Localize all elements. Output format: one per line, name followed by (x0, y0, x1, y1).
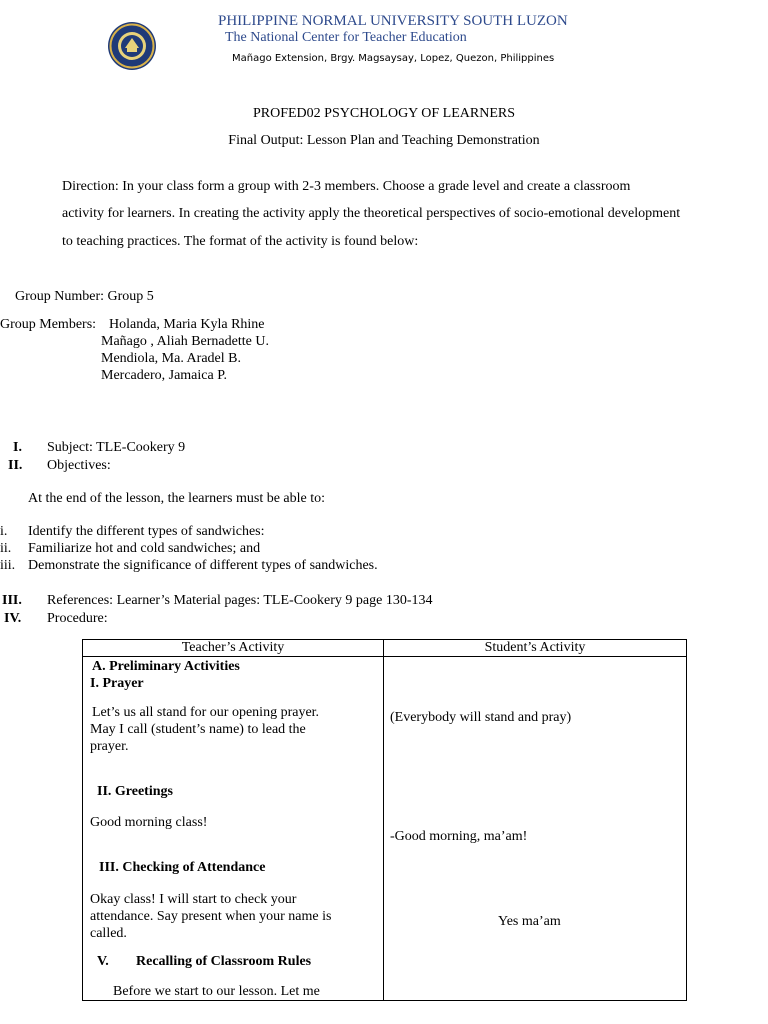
objective-number: iii. (0, 558, 16, 573)
university-address: Mañago Extension, Brgy. Magsaysay, Lopez, Quezon, Philippines (232, 53, 555, 64)
direction-line-2: activity for learners. In creating the activity apply the theoretical perspectives of socio-emotional development (62, 206, 681, 221)
procedure-table (82, 639, 687, 1001)
student-attendance-response: Yes ma’am (498, 914, 561, 929)
subject-line: Subject: TLE-Cookery 9 (47, 440, 186, 455)
direction-line-3: to teaching practices. The format of the activity is found below: (62, 234, 419, 249)
group-members-label: Group Members: (0, 317, 97, 332)
section-number: II. (8, 458, 23, 473)
prayer-text: Let’s us all stand for our opening prayer. (92, 705, 320, 720)
greeting-text: Good morning class! (90, 815, 208, 830)
prayer-text: May I call (student’s name) to lead the (90, 722, 306, 737)
rules-number: V. (97, 954, 109, 969)
direction-line-1: Direction: In your class form a group with 2-3 members. Choose a grade level and create a classroom (62, 179, 631, 194)
objective-number: i. (0, 524, 8, 539)
before-lesson-text: Before we start to our lesson. Let me (113, 984, 320, 999)
objectives-heading: Objectives: (47, 458, 111, 473)
preliminary-heading: A. Preliminary Activities (92, 659, 240, 674)
attendance-text: called. (90, 926, 127, 941)
attendance-heading (99, 860, 265, 876)
rules-heading: Recalling of Classroom Rules (136, 954, 312, 969)
university-tagline: The National Center for Teacher Education (225, 30, 467, 45)
objective-item: Familiarize hot and cold sandwiches; and (28, 541, 261, 556)
section-number: III. (2, 593, 22, 608)
student-activity-cell (384, 657, 687, 1001)
group-member: Mendiola, Ma. Aradel B. (101, 351, 241, 366)
procedure-heading: Procedure: (47, 611, 108, 626)
course-title: PROFED02 PSYCHOLOGY OF LEARNERS (252, 106, 516, 121)
references-line: References: Learner’s Material pages: TLE-Cookery 9 page 130-134 (47, 593, 433, 608)
output-title: Final Output: Lesson Plan and Teaching Demonstration (228, 133, 540, 148)
group-member: Holanda, Maria Kyla Rhine (109, 317, 265, 332)
attendance-roman: III (99, 860, 116, 875)
student-pray-response: (Everybody will stand and pray) (390, 710, 572, 725)
objective-item: Identify the different types of sandwiches: (28, 524, 265, 539)
objectives-intro: At the end of the lesson, the learners must be able to: (28, 491, 326, 506)
group-number: Group Number: Group 5 (15, 289, 154, 304)
prayer-text: prayer. (90, 739, 129, 754)
university-seal (107, 21, 157, 71)
group-member: Mañago , Aliah Bernadette U. (101, 334, 269, 349)
prayer-heading: I. Prayer (90, 676, 144, 691)
attendance-title: . Checking of Attendance (115, 860, 266, 875)
teacher-activity-header: Teacher’s Activity (83, 640, 384, 657)
student-activity-header: Student’s Activity (384, 640, 687, 657)
student-greet-response: -Good morning, ma’am! (390, 829, 528, 844)
university-name: PHILIPPINE NORMAL UNIVERSITY SOUTH LUZON (218, 13, 568, 29)
group-member: Mercadero, Jamaica P. (101, 368, 227, 383)
attendance-text: attendance. Say present when your name is (90, 909, 332, 924)
attendance-text: Okay class! I will start to check your (90, 892, 297, 907)
objective-item: Demonstrate the significance of different types of sandwiches. (28, 558, 378, 573)
objective-number: ii. (0, 541, 12, 556)
section-number: I. (13, 440, 22, 455)
greetings-heading: II. Greetings (97, 784, 173, 799)
section-number: IV. (4, 611, 22, 626)
teacher-activity-cell (83, 657, 384, 1001)
